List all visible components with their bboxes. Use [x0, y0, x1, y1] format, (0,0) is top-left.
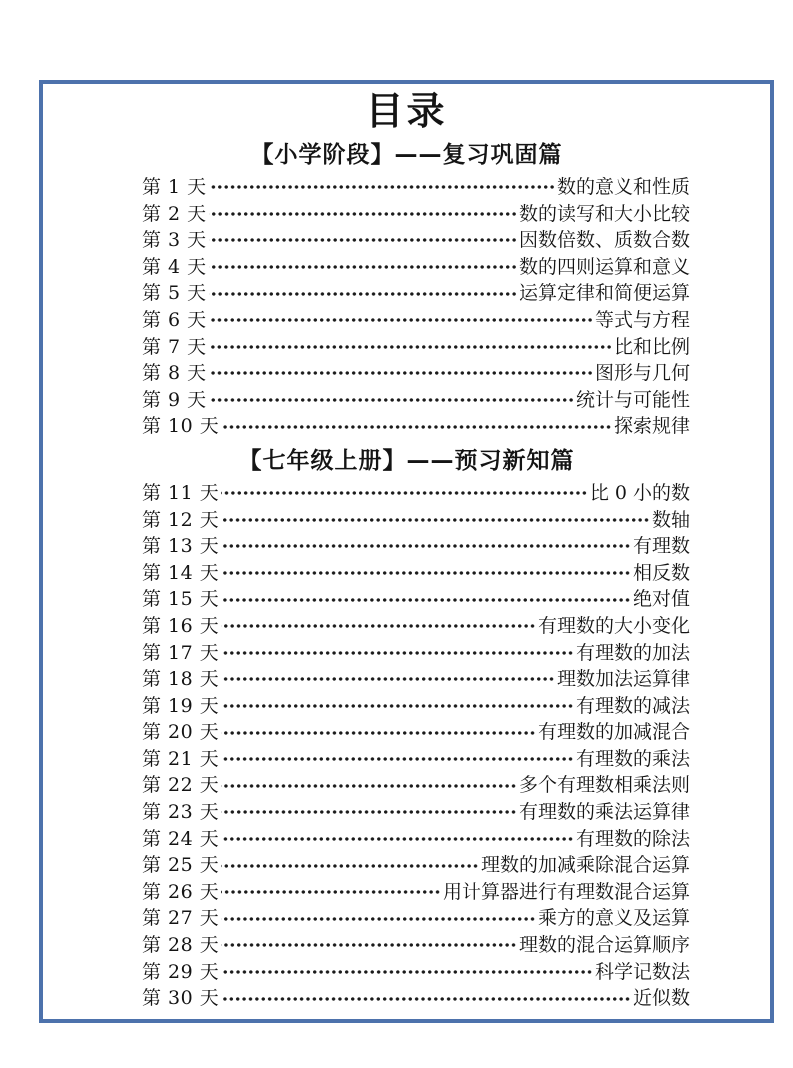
toc-entry: [142, 826, 690, 853]
toc-entry: [142, 746, 690, 773]
section-heading: 【小学阶段】——复习巩固篇: [250, 142, 563, 168]
toc-entry: [142, 852, 690, 879]
entry-day: 第 3 天: [142, 229, 207, 252]
toc-entry: [142, 772, 690, 799]
dot-leader: [209, 183, 555, 191]
entry-day: 第 2 天: [142, 202, 207, 225]
toc-sections: [43, 140, 770, 1012]
entry-day: 第 5 天: [142, 282, 207, 305]
entry-topic: 有理数的加法: [575, 641, 690, 664]
dot-leader: [221, 941, 517, 949]
dot-leader: [221, 968, 593, 976]
entry-day: 第 8 天: [142, 362, 207, 385]
entry-topic: 数的意义和性质: [556, 176, 690, 198]
dot-leader: [221, 888, 441, 896]
entry-day: 第 10 天: [142, 415, 220, 438]
entry-day: 第 30 天: [142, 987, 220, 1010]
toc-entry: [142, 280, 690, 307]
toc-entry: [142, 254, 690, 281]
page-border: [39, 80, 774, 1023]
dot-leader: [221, 835, 574, 843]
toc-entry: [142, 905, 690, 932]
entry-day: 第 17 天: [142, 641, 220, 664]
dot-leader: [221, 622, 536, 630]
entry-day: 第 6 天: [142, 308, 207, 331]
toc-entry: [142, 879, 690, 906]
toc-entry: [142, 719, 690, 746]
toc-entry: [142, 334, 690, 361]
toc-entry: [142, 613, 690, 640]
entry-day: 第 11 天: [142, 481, 220, 504]
entry-topic: 有理数的加减混合: [537, 721, 690, 744]
entry-day: 第 21 天: [142, 747, 220, 770]
entry-topic: 等式与方程: [594, 308, 690, 331]
entry-day: 第 1 天: [142, 176, 207, 198]
entry-day: 第 15 天: [142, 588, 220, 611]
entry-day: 第 22 天: [142, 774, 220, 797]
dot-leader: [221, 702, 574, 710]
entry-day: 第 16 天: [142, 614, 220, 637]
dot-leader: [221, 649, 574, 657]
toc-entry: [142, 201, 690, 228]
entry-day: 第 23 天: [142, 801, 220, 824]
entry-topic: 数轴: [651, 508, 690, 531]
entry-topic: 有理数的减法: [575, 694, 690, 717]
toc-entry: [142, 360, 690, 387]
entry-day: 第 28 天: [142, 934, 220, 957]
entry-day: 第 14 天: [142, 561, 220, 584]
page-title: 目录: [365, 89, 448, 133]
entry-topic: 比和比例: [613, 335, 690, 358]
dot-leader: [209, 236, 517, 244]
dot-leader: [209, 210, 517, 218]
toc-entry: [142, 174, 690, 201]
entry-topic: 理数加法运算律: [556, 668, 690, 691]
entry-topic: 相反数: [632, 561, 690, 584]
entry-topic: 数的四则运算和意义: [518, 255, 690, 278]
entry-day: 第 12 天: [142, 508, 220, 531]
entry-day: 第 4 天: [142, 255, 207, 278]
entry-topic: 理数的加减乘除混合运算: [480, 854, 690, 877]
dot-leader: [221, 596, 631, 604]
entry-day: 第 7 天: [142, 335, 207, 358]
entry-topic: 数的读写和大小比较: [518, 202, 690, 225]
dot-leader: [209, 316, 593, 324]
toc-entry: [142, 985, 690, 1012]
toc-entry: [142, 693, 690, 720]
entry-topic: 科学记数法: [594, 960, 690, 983]
dot-leader: [221, 729, 536, 737]
dot-leader: [221, 782, 517, 790]
entry-topic: 有理数的除法: [575, 827, 690, 850]
entry-day: 第 19 天: [142, 694, 220, 717]
toc-entry: [142, 533, 690, 560]
section-entries: [142, 174, 690, 440]
toc-entry: [142, 586, 690, 613]
toc-entry: [142, 932, 690, 959]
toc-entry: [142, 959, 690, 986]
entry-topic: 因数倍数、质数合数: [518, 229, 690, 252]
section-entries: [142, 480, 690, 1012]
dot-leader: [209, 263, 517, 271]
section-heading: 【七年级上册】——预习新知篇: [238, 447, 575, 474]
entry-topic: 图形与几何: [594, 362, 690, 385]
entry-day: 第 9 天: [142, 388, 207, 411]
dot-leader: [221, 808, 517, 816]
entry-topic: 有理数的大小变化: [537, 614, 690, 637]
toc-entry: [142, 640, 690, 667]
toc-entry: [142, 413, 690, 440]
toc-section: [43, 446, 770, 1012]
entry-topic: 绝对值: [632, 588, 690, 611]
entry-day: 第 25 天: [142, 854, 220, 877]
dot-leader: [221, 569, 631, 577]
dot-leader: [221, 489, 588, 497]
entry-topic: 有理数: [632, 535, 690, 558]
entry-day: 第 26 天: [142, 880, 220, 903]
toc-entry: [142, 560, 690, 587]
dot-leader: [221, 995, 631, 1003]
toc-entry: [142, 799, 690, 826]
entry-day: 第 20 天: [142, 721, 220, 744]
dot-leader: [221, 915, 536, 923]
entry-day: 第 27 天: [142, 907, 220, 930]
entry-topic: 用计算器进行有理数混合运算: [442, 880, 690, 903]
entry-day: 第 13 天: [142, 535, 220, 558]
entry-topic: 比 0 小的数: [589, 481, 690, 504]
toc-entry: [142, 507, 690, 534]
dot-leader: [221, 516, 650, 524]
toc-entry: [142, 387, 690, 414]
toc-entry: [142, 480, 690, 507]
entry-topic: 理数的混合运算顺序: [518, 934, 690, 957]
entry-topic: 乘方的意义及运算: [537, 907, 690, 930]
entry-topic: 统计与可能性: [575, 388, 690, 411]
entry-topic: 有理数的乘法: [575, 747, 690, 770]
entry-topic: 多个有理数相乘法则: [518, 774, 690, 797]
dot-leader: [209, 369, 593, 377]
dot-leader: [221, 542, 631, 550]
dot-leader: [209, 343, 612, 351]
entry-topic: 探索规律: [613, 415, 690, 438]
toc-entry: [142, 666, 690, 693]
entry-day: 第 18 天: [142, 668, 220, 691]
dot-leader: [221, 755, 574, 763]
entry-topic: 运算定律和简便运算: [518, 282, 690, 305]
dot-leader: [209, 396, 574, 404]
entry-topic: 有理数的乘法运算律: [518, 801, 690, 824]
toc-entry: [142, 307, 690, 334]
dot-leader: [209, 290, 517, 298]
dot-leader: [221, 675, 555, 683]
entry-topic: 近似数: [632, 987, 690, 1010]
entry-day: 第 24 天: [142, 827, 220, 850]
dot-leader: [221, 862, 479, 870]
dot-leader: [221, 423, 612, 431]
entry-day: 第 29 天: [142, 960, 220, 983]
toc-section: [43, 140, 770, 440]
toc-entry: [142, 227, 690, 254]
